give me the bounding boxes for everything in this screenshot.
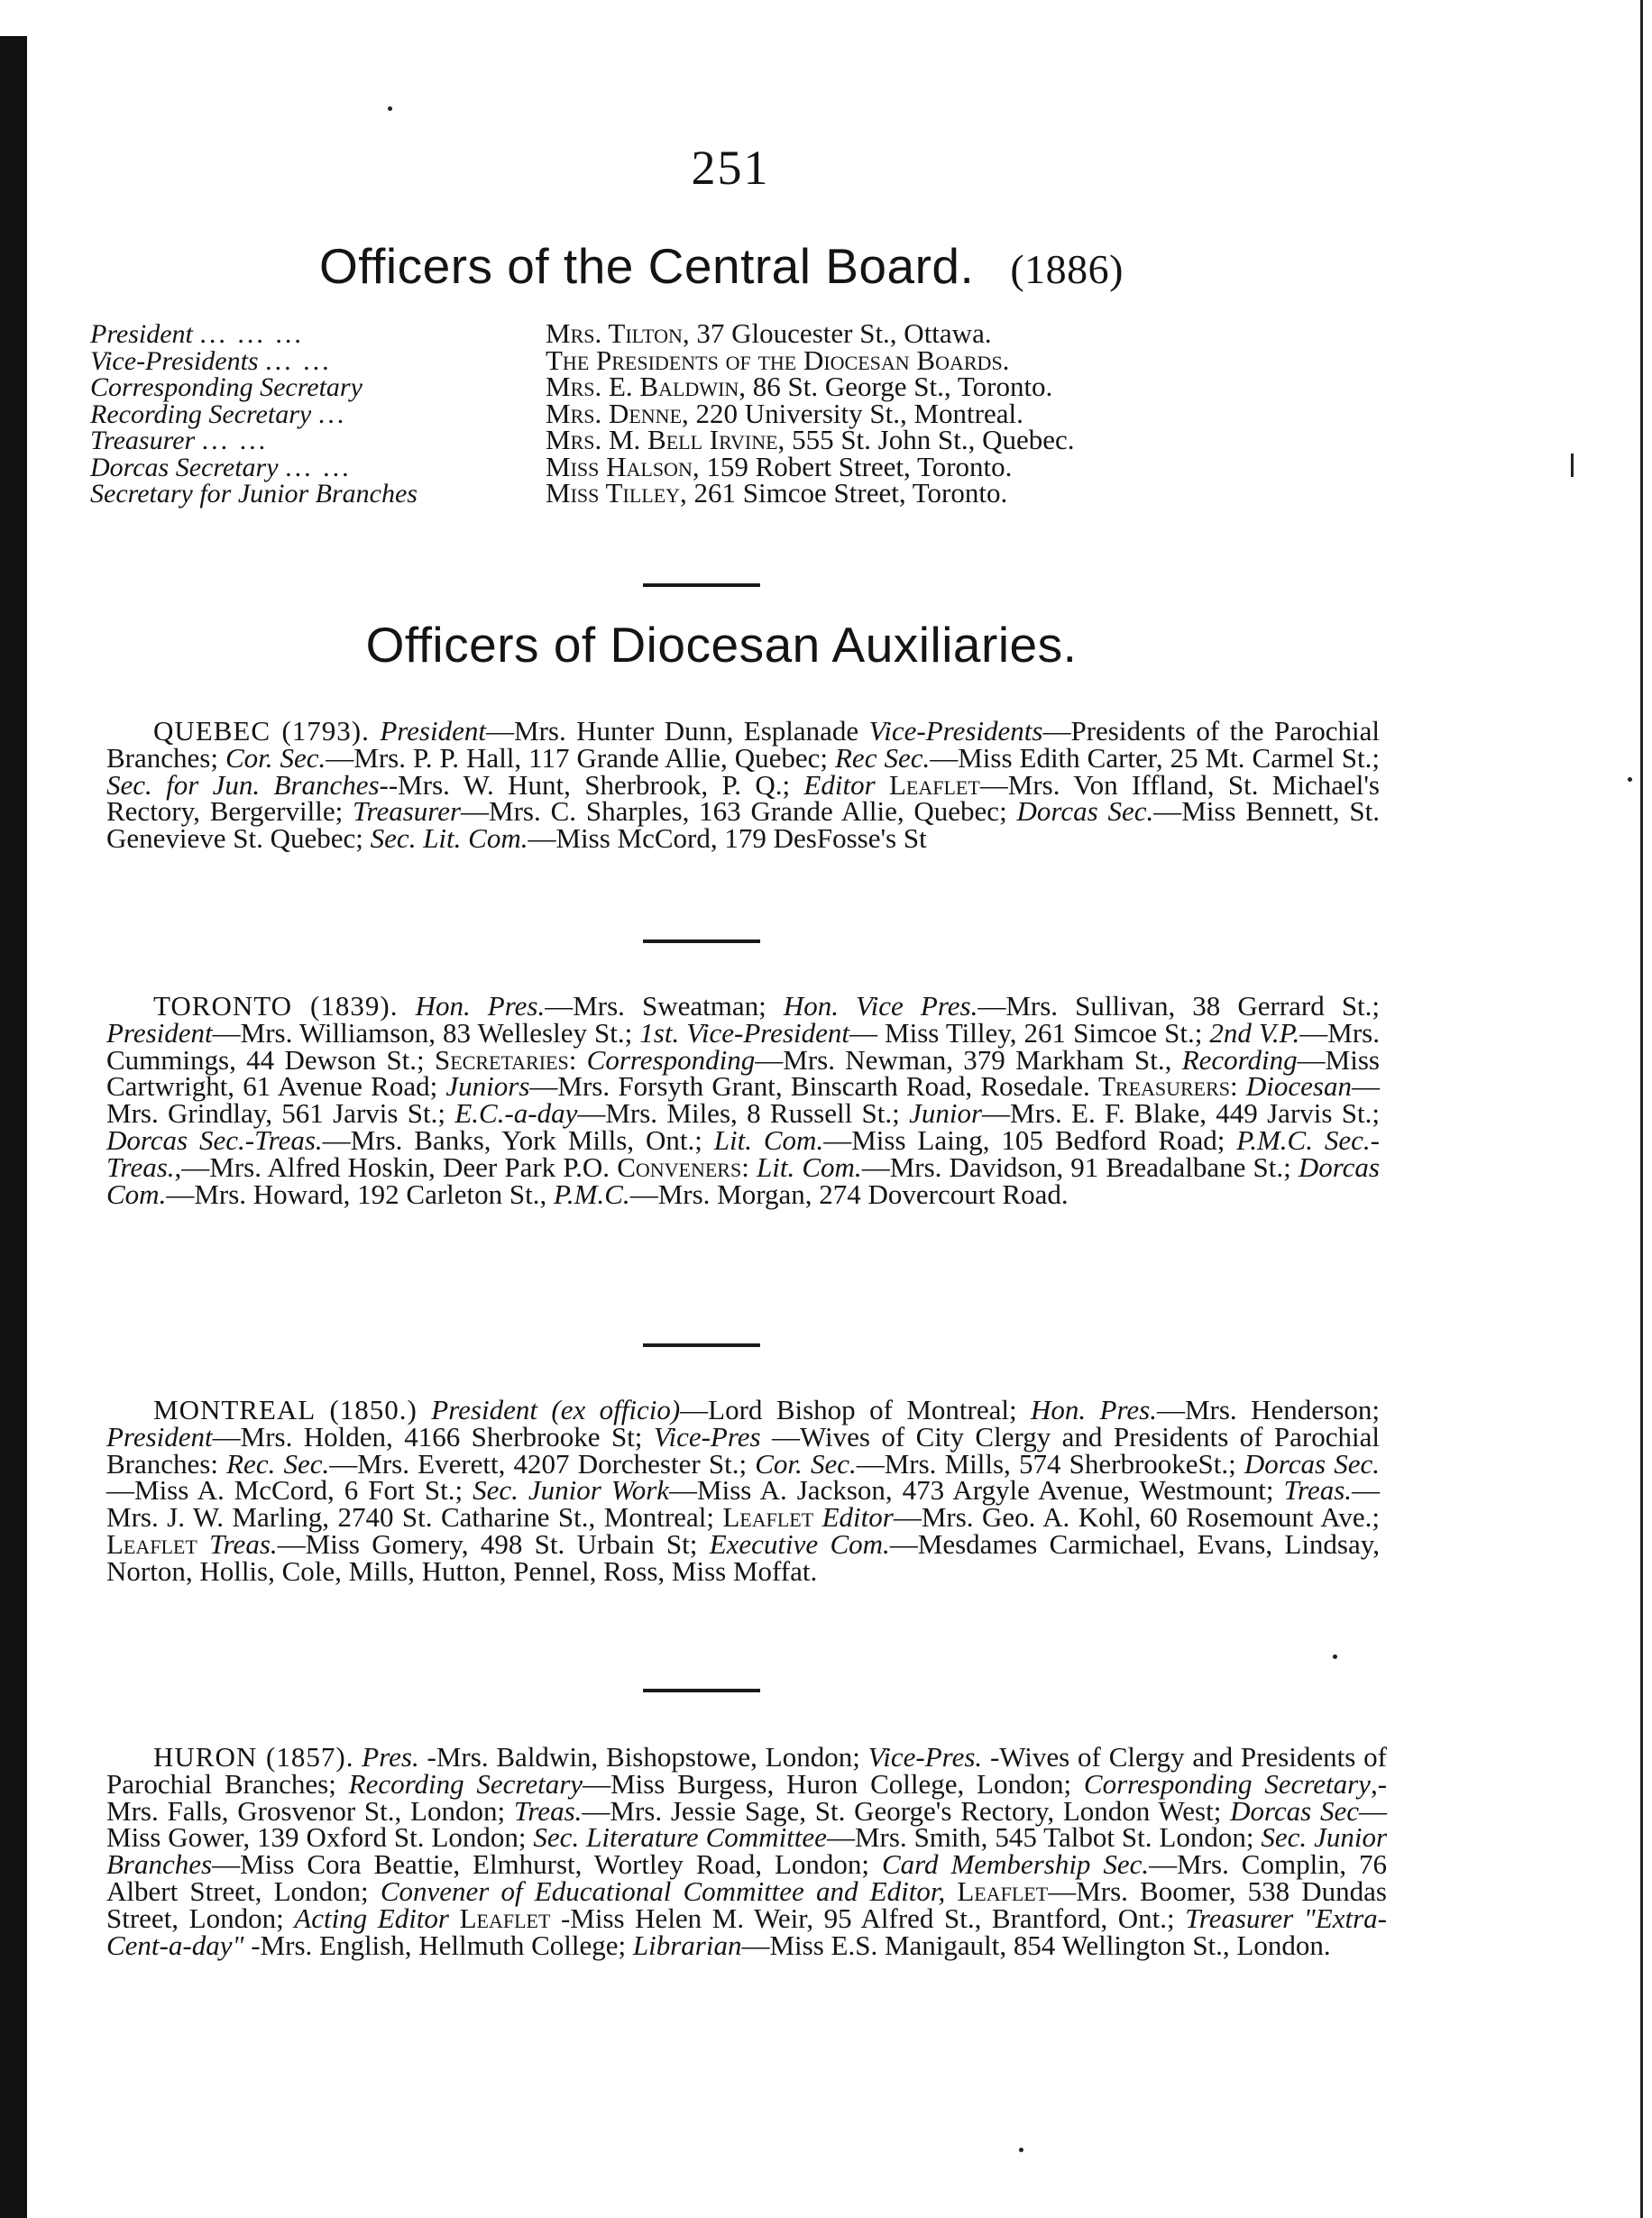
section-divider [643,1689,760,1692]
officer-name: The Presidents of the Diocesan Boards. [546,344,1010,376]
officer-name: Mrs. E. Baldwin, 86 St. George St., Toronto. [546,371,1053,402]
officer-row [90,371,1353,402]
officer-role: Treasurer ... ... [90,426,269,455]
officer-name: Mrs. Denne, 220 University St., Montreal. [546,397,1023,429]
central-board-officers [90,317,1353,509]
officer-role: Secretary for Junior Branches [90,479,418,509]
officer-row [90,344,1353,376]
section-divider [643,583,760,587]
officer-row [90,424,1353,455]
central-board-title: Officers of the Central Board. [319,238,975,294]
officer-name: Miss Tilley, 261 Simcoe Street, Toronto. [546,477,1008,509]
section-divider [643,1343,760,1347]
officer-role: Corresponding Secretary [90,372,363,402]
officer-name: Miss Halson, 159 Robert Street, Toronto. [546,450,1013,482]
central-board-year: (1886) [1010,246,1124,292]
officer-row [90,477,1353,509]
page-right-edge-line [1640,0,1643,2218]
print-speck [1333,1654,1337,1659]
officer-role: Recording Secretary ... [90,399,347,429]
page-binding-edge [0,36,27,2218]
officer-role: President ... ... ... [90,319,304,349]
toronto-paragraph: TORONTO (1839). Hon. Pres.—Mrs. Sweatman; Hon. Vice Pres.—Mrs. Sullivan, 38 Gerrard St.; President—Mrs. Williamson, 83 Wellesley St.; 1st. Vice-President— Miss Tilley, 261 Simcoe St.; 2nd V.P.—Mrs. Cummings, 44 Dewson St.; Secretaries: Corresponding—Mrs. Newman, 379 Markham St., Recording—Miss Cartwright, 61 Avenue Road; Juniors—Mrs. Forsyth Grant, Binscarth Road, Rosedale. Treasurers: Diocesan—Mrs. Grindlay, 561 Jarvis St.; E.C.-a-day—Mrs. Miles, 8 Russell St.; Junior—Mrs. E. F. Blake, 449 Jarvis St.; Dorcas Sec.-Treas.—Mrs. Banks, York Mills, Ont.; Lit. Com.—Miss Laing, 105 Bedford Road; P.M.C. Sec.-Treas.,—Mrs. Alfred Hoskin, Deer Park P.O. Conveners: Lit. Com.—Mrs. Davidson, 91 Breadalbane St.; Dorcas Com.—Mrs. Howard, 192 Carleton St., P.M.C.—Mrs. Morgan, 274 Dovercourt Road. [106,990,1381,1210]
print-speck [388,106,392,111]
montreal-paragraph: MONTREAL (1850.) President (ex officio)—Lord Bishop of Montreal; Hon. Pres.—Mrs. Henderson; President—Mrs. Holden, 4166 Sherbrooke St; Vice-Pres —Wives of City Clergy and Presidents of Parochial Branches: Rec. Sec.—Mrs. Everett, 4207 Dorchester St.; Cor. Sec.—Mrs. Mills, 574 SherbrookeSt.; Dorcas Sec.—Miss A. McCord, 6 Fort St.; Sec. Junior Work—Miss A. Jackson, 473 Argyle Avenue, Westmount; Treas.—Mrs. J. W. Marling, 2740 St. Catharine St., Montreal; Leaflet Editor—Mrs. Geo. A. Kohl, 60 Rosemount Ave.; Leaflet Treas.—Miss Gomery, 498 St. Urbain St; Executive Com.—Mesdames Carmichael, Evans, Lindsay, Norton, Hollis, Cole, Mills, Hutton, Pennel, Ross, Miss Moffat. [106,1394,1381,1587]
officer-name: Mrs. M. Bell Irvine, 555 St. John St., Quebec. [546,424,1075,455]
diocesan-heading: Officers of Diocesan Auxiliaries. [365,617,1078,673]
page-number: 251 [691,141,770,195]
print-speck [1628,777,1632,782]
section-divider [643,939,760,943]
print-speck [1019,2148,1023,2152]
officer-row [90,317,1353,349]
officer-row [90,397,1353,429]
huron-paragraph: HURON (1857). Pres. -Mrs. Baldwin, Bishopstowe, London; Vice-Pres. -Wives of Clergy and Presidents of Parochial Branches; Recording Secretary—Miss Burgess, Huron College, London; Corresponding Secretary,- Mrs. Falls, Grosvenor St., London; Treas.—Mrs. Jessie Sage, St. George's Rectory, London West; Dorcas Sec—Miss Gower, 139 Oxford St. London; Sec. Literature Committee—Mrs. Smith, 545 Talbot St. London; Sec. Junior Branches—Miss Cora Beattie, Elmhurst, Wortley Road, London; Card Membership Sec.—Mrs. Complin, 76 Albert Street, London; Convener of Educational Committee and Editor, Leaflet—Mrs. Boomer, 538 Dundas Street, London; Acting Editor Leaflet -Miss Helen M. Weir, 95 Alfred St., Brantford, Ont.; Treasurer "Extra-Cent-a-day" -Mrs. English, Hellmuth College; Librarian—Miss E.S. Manigault, 854 Wellington St., London. [106,1741,1388,1961]
officer-role: Dorcas Secretary ... ... [90,452,352,482]
quebec-paragraph: QUEBEC (1793). President—Mrs. Hunter Dunn, Esplanade Vice-Presidents—Presidents of the Parochial Branches; Cor. Sec.—Mrs. P. P. Hall, 117 Grande Allie, Quebec; Rec Sec.—Miss Edith Carter, 25 Mt. Carmel St.; Sec. for Jun. Branches--Mrs. W. Hunt, Sherbrook, P. Q.; Editor Leaflet—Mrs. Von Iffland, St. Michael's Rectory, Bergerville; Treasurer—Mrs. C. Sharples, 163 Grande Allie, Quebec; Dorcas Sec.—Miss Bennett, St. Genevieve St. Quebec; Sec. Lit. Com.—Miss McCord, 179 DesFosse's St [106,715,1381,855]
margin-mark [1571,454,1574,477]
officer-role: Vice-Presidents ... ... [90,345,332,376]
officer-name: Mrs. Tilton, 37 Gloucester St., Ottawa. [546,317,992,349]
officer-row [90,450,1353,482]
central-board-heading [0,237,1443,295]
